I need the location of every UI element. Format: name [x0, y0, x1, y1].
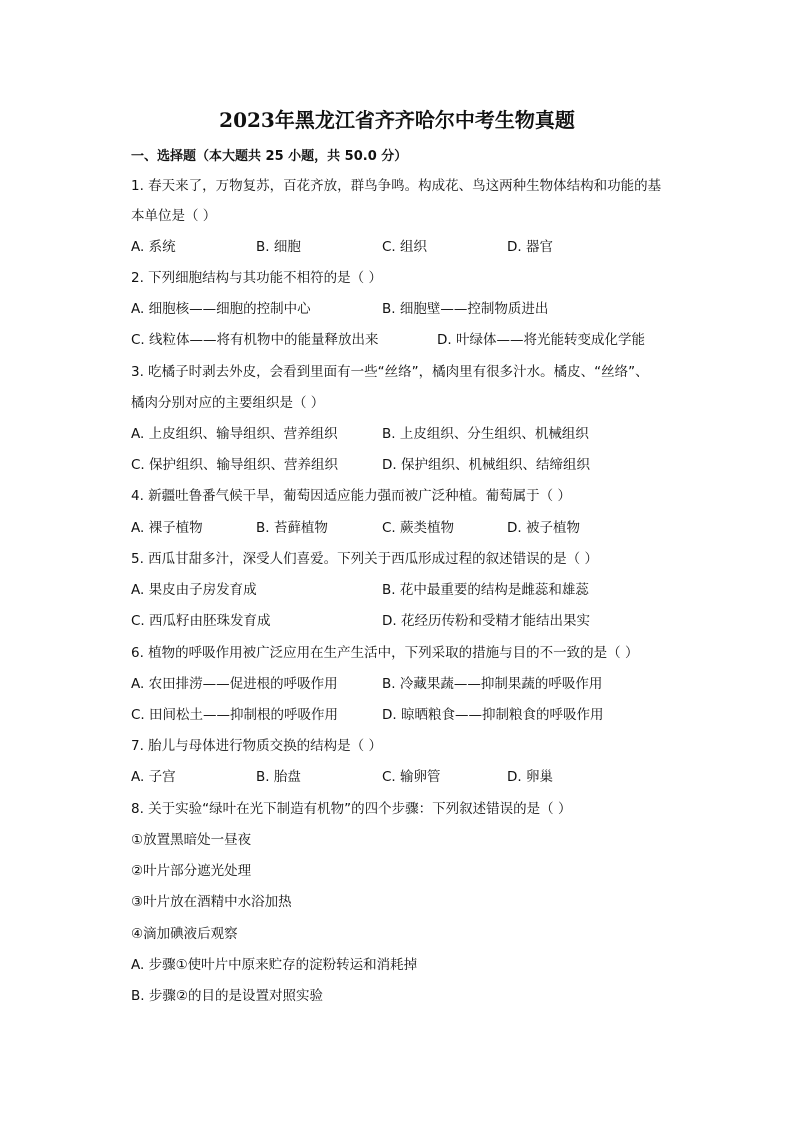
- question-3-stem-cont: 橘肉分别对应的主要组织是（ ）: [131, 395, 325, 411]
- q8-step-3: ③叶片放在酒精中水浴加热: [131, 894, 292, 910]
- q6-option-d: D. 晾晒粮食——抑制粮食的呼吸作用: [382, 707, 604, 723]
- q8-option-a: A. 步骤①使叶片中原来贮存的淀粉转运和消耗掉: [131, 957, 418, 973]
- section-heading: 一、选择题（本大题共 25 小题，共 50.0 分）: [131, 149, 408, 164]
- q5-option-c: C. 西瓜籽由胚珠发育成: [131, 613, 271, 629]
- q7-option-b: B. 胎盘: [256, 769, 301, 785]
- q3-option-a: A. 上皮组织、输导组织、营养组织: [131, 426, 338, 442]
- question-3-stem: 3. 吃橘子时剥去外皮，会看到里面有一些“丝络”，橘肉里有很多汁水。橘皮、“丝络”、: [131, 364, 649, 380]
- q8-step-4: ④滴加碘液后观察: [131, 926, 238, 942]
- q6-option-c: C. 田间松土——抑制根的呼吸作用: [131, 707, 339, 723]
- q1-option-b: B. 细胞: [256, 239, 301, 255]
- q6-option-a: A. 农田排涝——促进根的呼吸作用: [131, 676, 338, 692]
- q3-option-b: B. 上皮组织、分生组织、机械组织: [382, 426, 589, 442]
- q1-option-d: D. 器官: [507, 239, 553, 255]
- q5-option-a: A. 果皮由子房发育成: [131, 582, 257, 598]
- q5-option-d: D. 花经历传粉和受精才能结出果实: [382, 613, 590, 629]
- q8-step-1: ①放置黑暗处一昼夜: [131, 832, 252, 848]
- q7-option-c: C. 输卵管: [382, 769, 441, 785]
- q2-option-a: A. 细胞核——细胞的控制中心: [131, 301, 311, 317]
- q2-option-c: C. 线粒体——将有机物中的能量释放出来: [131, 332, 379, 348]
- q7-option-d: D. 卵巢: [507, 769, 553, 785]
- q6-option-b: B. 冷藏果蔬——抑制果蔬的呼吸作用: [382, 676, 603, 692]
- q2-option-b: B. 细胞壁——控制物质进出: [382, 301, 549, 317]
- q8-option-b: B. 步骤②的目的是设置对照实验: [131, 988, 323, 1004]
- q1-option-c: C. 组织: [382, 239, 428, 255]
- question-6-stem: 6. 植物的呼吸作用被广泛应用在生产生活中，下列采取的措施与目的不一致的是（ ）: [131, 645, 639, 661]
- q3-option-d: D. 保护组织、机械组织、结缔组织: [382, 457, 590, 473]
- q1-option-a: A. 系统: [131, 239, 176, 255]
- q4-option-d: D. 被子植物: [507, 520, 580, 536]
- question-7-stem: 7. 胎儿与母体进行物质交换的结构是（ ）: [131, 738, 382, 754]
- q4-option-a: A. 裸子植物: [131, 520, 203, 536]
- q4-option-b: B. 苔藓植物: [256, 520, 328, 536]
- question-4-stem: 4. 新疆吐鲁番气候干旱，葡萄因适应能力强而被广泛种植。葡萄属于（ ）: [131, 488, 571, 504]
- q2-option-d: D. 叶绿体——将光能转变成化学能: [437, 332, 645, 348]
- question-5-stem: 5. 西瓜甘甜多汁，深受人们喜爱。下列关于西瓜形成过程的叙述错误的是（ ）: [131, 551, 598, 567]
- q4-option-c: C. 蕨类植物: [382, 520, 455, 536]
- q8-step-2: ②叶片部分遮光处理: [131, 863, 252, 879]
- question-8-stem: 8. 关于实验“绿叶在光下制造有机物”的四个步骤：下列叙述错误的是（ ）: [131, 801, 572, 817]
- q7-option-a: A. 子宫: [131, 769, 176, 785]
- question-1-stem: 1. 春天来了，万物复苏，百花齐放，群鸟争鸣。构成花、鸟这两种生物体结构和功能的基: [131, 178, 662, 194]
- page-title: 2023年黑龙江省齐齐哈尔中考生物真题: [219, 108, 575, 132]
- q5-option-b: B. 花中最重要的结构是雌蕊和雄蕊: [382, 582, 589, 598]
- question-1-stem-cont: 本单位是（ ）: [131, 208, 217, 224]
- q3-option-c: C. 保护组织、输导组织、营养组织: [131, 457, 339, 473]
- question-2-stem: 2. 下列细胞结构与其功能不相符的是（ ）: [131, 270, 382, 286]
